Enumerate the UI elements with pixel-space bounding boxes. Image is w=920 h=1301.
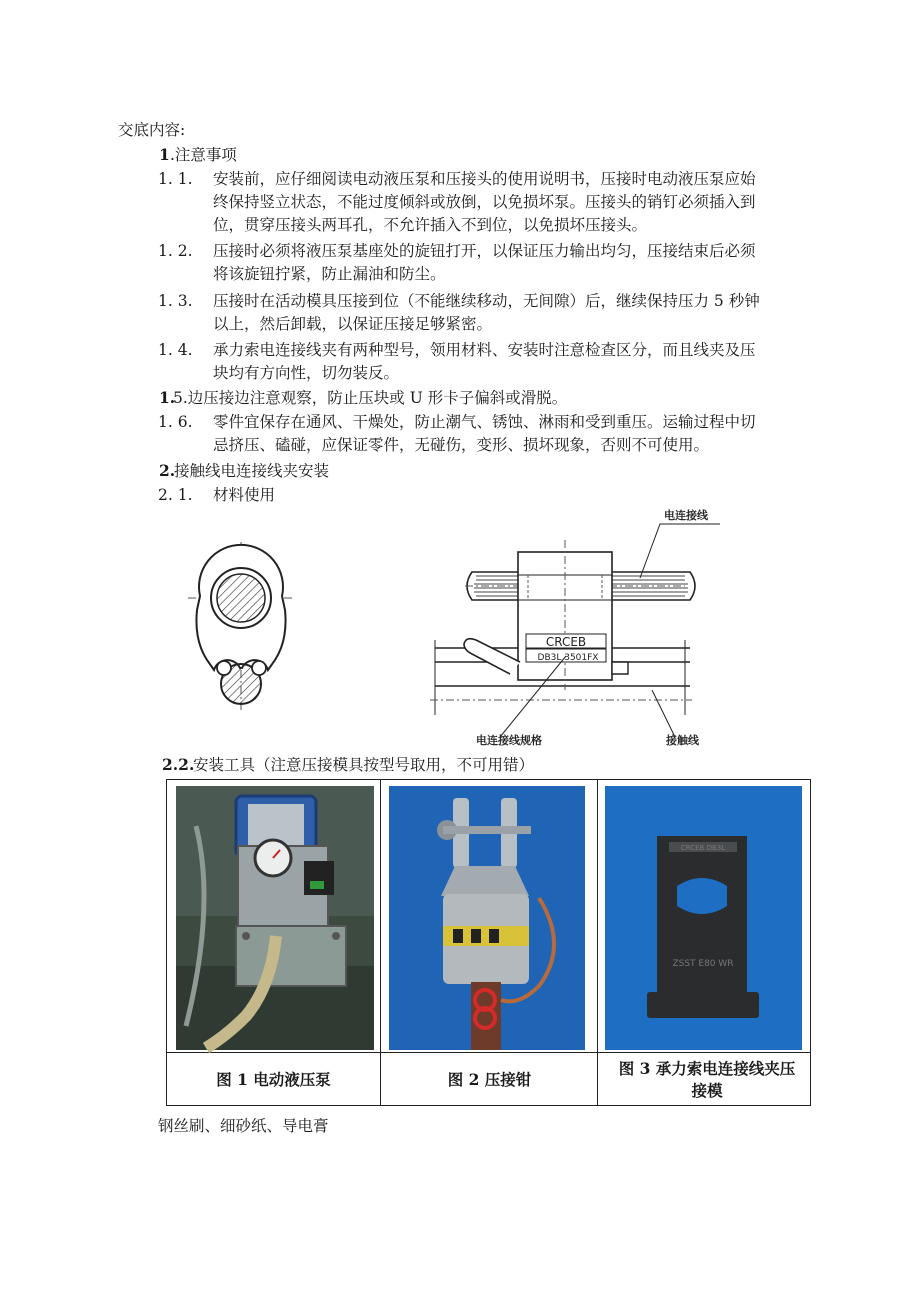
crimping-die-photo [605,786,802,1050]
photo-caption-2: 图 2 压接钳 [447,1070,532,1089]
item-1-1-line2: 终保持竖立状态，不能过度倾斜或放倒，以免损坏泵。压接头的销钉必须插入到 [213,193,756,211]
label-contact-wire: 接触线 [666,734,699,747]
item-1-4-number: 1. 4. [158,341,193,359]
svg-text:ZSST E80 WR: ZSST E80 WR [672,959,734,969]
item-1-1-number: 1. 1. [158,170,193,188]
crimping-tool-photo [389,786,585,1050]
item-1-5-text: 5.边压接边注意观察，防止压块或 U 形卡子偏斜或滑脱。 [173,389,568,407]
table-divider [597,780,598,1105]
sub-2-1-title: 材料使用 [213,486,276,504]
label-connecting-wire: 电连接线 [664,509,708,522]
section1-number: 1 [159,145,170,164]
item-1-2-number: 1. 2. [158,242,193,260]
photo-caption-3: 图 3 承力索电连接线夹压接模 [618,1059,796,1100]
section1-title: .注意事项 [170,146,237,164]
item-1-3-line1: 压接时在活动模具压接到位（不能继续移动，无间隙）后，继续保持压力 5 秒钟 [213,292,760,310]
item-1-4-line1: 承力索电连接线夹有两种型号，领用材料、安装时注意检查区分，而且线夹及压 [213,341,756,359]
item-1-1-line1: 安装前，应仔细阅读电动液压泵和压接头的使用说明书，压接时电动液压泵应始 [213,170,756,188]
clamp-end-view [188,542,295,710]
label-wire-spec: 电连接线规格 [476,734,542,747]
item-1-6-line1: 零件宜保存在通风、干燥处，防止潮气、锈蚀、淋雨和受到重压。运输过程中切 [213,413,756,431]
sub-2-1-number: 2. 1. [158,486,193,504]
item-1-4-line2: 块均有方向性，切勿装反。 [213,364,400,382]
header-label: 交底内容: [118,121,186,139]
sub-2-2-title: 安装工具（注意压接模具按型号取用，不可用错） [193,756,535,774]
item-1-3-line2: 以上，然后卸载，以保证压接足够紧密。 [213,315,493,333]
sub-2-2-number: 2.2. [162,755,195,774]
tools-photo-table [166,779,811,1106]
item-1-6-number: 1. 6. [158,413,193,431]
section2-number: 2. [159,461,176,480]
section2-title: 接触线电连接线夹安装 [174,462,330,480]
item-1-2-line1: 压接时必须将液压泵基座处的旋钮打开，以保证压力输出均匀，压接结束后必须 [213,242,756,260]
item-1-5-number: 1. [159,388,176,407]
item-1-1-line3: 位，贯穿压接头两耳孔，不允许插入不到位，以免损坏压接头。 [213,216,648,234]
item-1-2-line2: 将该旋钮拧紧，防止漏油和防尘。 [213,265,446,283]
svg-text:CRCEB DB3L: CRCEB DB3L [680,844,726,852]
photo-caption-1: 图 1 电动液压泵 [216,1070,331,1089]
item-1-6-line2: 忌挤压、磕碰，应保证零件，无碰伤，变形、损坏现象，否则不可使用。 [213,436,710,454]
clamp-model-label: DB3L 3501FX [537,653,599,663]
clamp-side-view [430,508,720,747]
table-divider [380,780,381,1105]
table-divider [167,1052,810,1053]
materials-list: 钢丝刷、细砂纸、导电膏 [158,1117,329,1135]
item-1-3-number: 1. 3. [158,292,193,310]
clamp-brand-label: CRCEB [545,635,587,649]
hydraulic-pump-photo [176,786,374,1050]
clamp-drawing [180,500,708,755]
